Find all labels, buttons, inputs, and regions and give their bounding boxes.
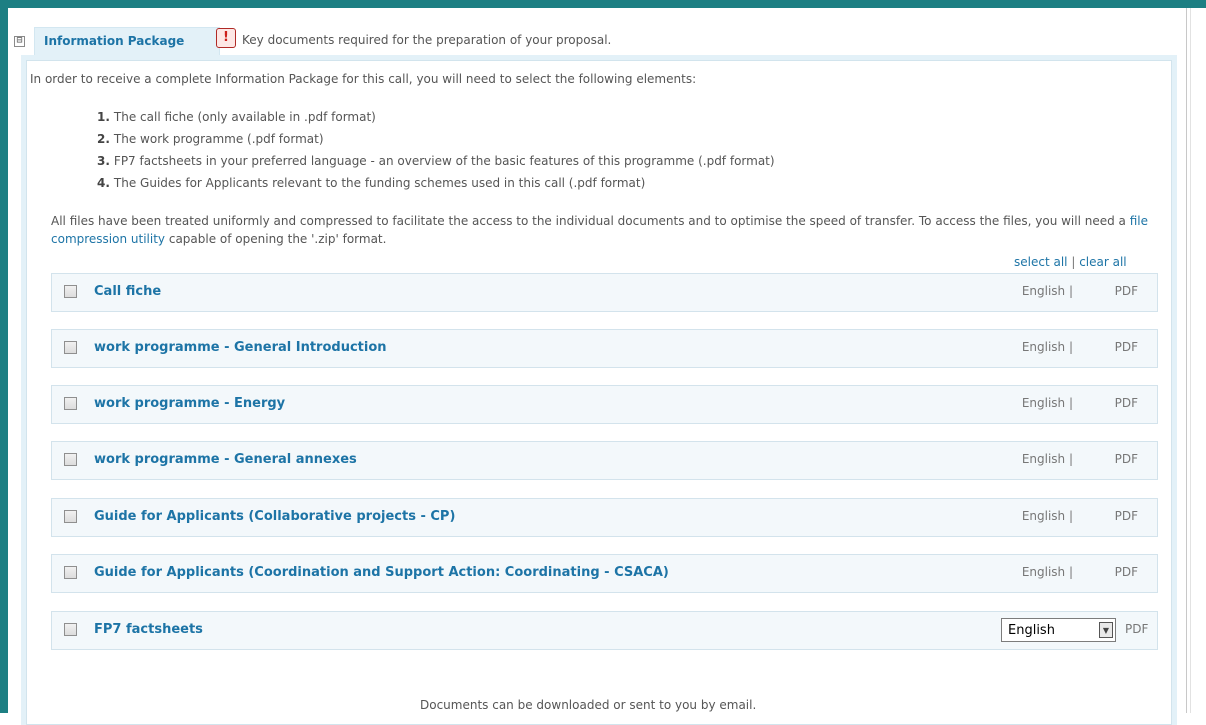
window-frame-top <box>0 0 1206 8</box>
document-title[interactable]: Guide for Applicants (Coordination and Support Action: Coordinating - CSACA) <box>94 565 669 580</box>
section-title: Information Package <box>44 34 185 48</box>
document-format: PDF <box>1114 509 1138 523</box>
document-row-wp-energy <box>51 385 1158 424</box>
section-description: Key documents required for the preparation of your proposal. <box>242 33 612 47</box>
files-note-text: All files have been treated uniformly and compressed to facilitate the access to the individual documents and to optimise the speed of transfer. To access the files, you will need a <box>51 214 1130 228</box>
document-format: PDF <box>1114 284 1138 298</box>
file-compression-link[interactable]: file compression utility <box>51 214 1148 246</box>
selection-separator: | <box>1071 255 1076 269</box>
document-language: English | <box>1021 452 1073 466</box>
document-checkbox[interactable] <box>64 453 77 466</box>
document-checkbox[interactable] <box>64 397 77 410</box>
document-language: English | <box>1021 396 1073 410</box>
document-title[interactable]: work programme - General annexes <box>94 452 357 467</box>
document-row-wp-general-annexes <box>51 441 1158 480</box>
document-language: English | <box>1021 565 1073 579</box>
selection-controls <box>1014 255 1127 269</box>
document-checkbox[interactable] <box>64 341 77 354</box>
document-title[interactable]: work programme - General Introduction <box>94 340 387 355</box>
document-title[interactable]: Guide for Applicants (Collaborative projects - CP) <box>94 509 456 524</box>
document-language: English | <box>1021 284 1073 298</box>
document-checkbox[interactable] <box>64 510 77 523</box>
files-note-text-end: capable of opening the '.zip' format. <box>165 232 387 246</box>
language-select[interactable] <box>1001 618 1116 642</box>
list-text: FP7 factsheets in your preferred language - an overview of the basic features of this programme (.pdf format) <box>113 154 775 168</box>
section-header <box>14 27 1184 55</box>
collapse-icon[interactable]: ⊟ <box>14 36 25 47</box>
document-title[interactable]: FP7 factsheets <box>94 622 203 637</box>
select-all-link[interactable]: select all <box>1014 255 1068 269</box>
document-title[interactable]: Call fiche <box>94 284 162 299</box>
document-row-guide-cp <box>51 498 1158 537</box>
alert-icon: ! <box>216 28 236 48</box>
window-frame-left <box>0 0 8 713</box>
document-format: PDF <box>1114 340 1138 354</box>
document-checkbox[interactable] <box>64 566 77 579</box>
elements-list <box>97 110 775 198</box>
list-text: The Guides for Applicants relevant to the funding schemes used in this call (.pdf format) <box>113 176 646 190</box>
list-item <box>97 154 775 176</box>
document-format: PDF <box>1114 396 1138 410</box>
document-checkbox[interactable] <box>64 285 77 298</box>
list-number: 1. <box>97 110 110 124</box>
list-text: The call fiche (only available in .pdf format) <box>113 110 376 124</box>
language-select-value: English <box>1008 623 1055 638</box>
document-row-wp-general-introduction <box>51 329 1158 368</box>
document-title[interactable]: work programme - Energy <box>94 396 286 411</box>
list-item <box>97 176 775 198</box>
document-language: English | <box>1021 509 1073 523</box>
intro-text: In order to receive a complete Information Package for this call, you will need to select the following elements: <box>30 72 697 86</box>
document-format: PDF <box>1114 565 1138 579</box>
files-note <box>51 212 1159 248</box>
footer-note: Documents can be downloaded or sent to you by email. <box>420 698 757 712</box>
clear-all-link[interactable]: clear all <box>1079 255 1127 269</box>
dropdown-arrow-icon[interactable]: ▼ <box>1099 622 1113 638</box>
list-number: 2. <box>97 132 110 146</box>
document-checkbox[interactable] <box>64 623 77 636</box>
document-language: English | <box>1021 340 1073 354</box>
section-tab[interactable] <box>34 27 220 55</box>
document-format: PDF <box>1125 622 1149 636</box>
list-item <box>97 132 775 154</box>
scrollbar-track[interactable] <box>1186 8 1206 713</box>
document-row-call-fiche <box>51 273 1158 312</box>
document-row-guide-csaca <box>51 554 1158 593</box>
document-row-fp7-factsheets <box>51 611 1158 650</box>
list-number: 3. <box>97 154 110 168</box>
list-text: The work programme (.pdf format) <box>113 132 324 146</box>
document-format: PDF <box>1114 452 1138 466</box>
list-number: 4. <box>97 176 110 190</box>
list-item <box>97 110 775 132</box>
